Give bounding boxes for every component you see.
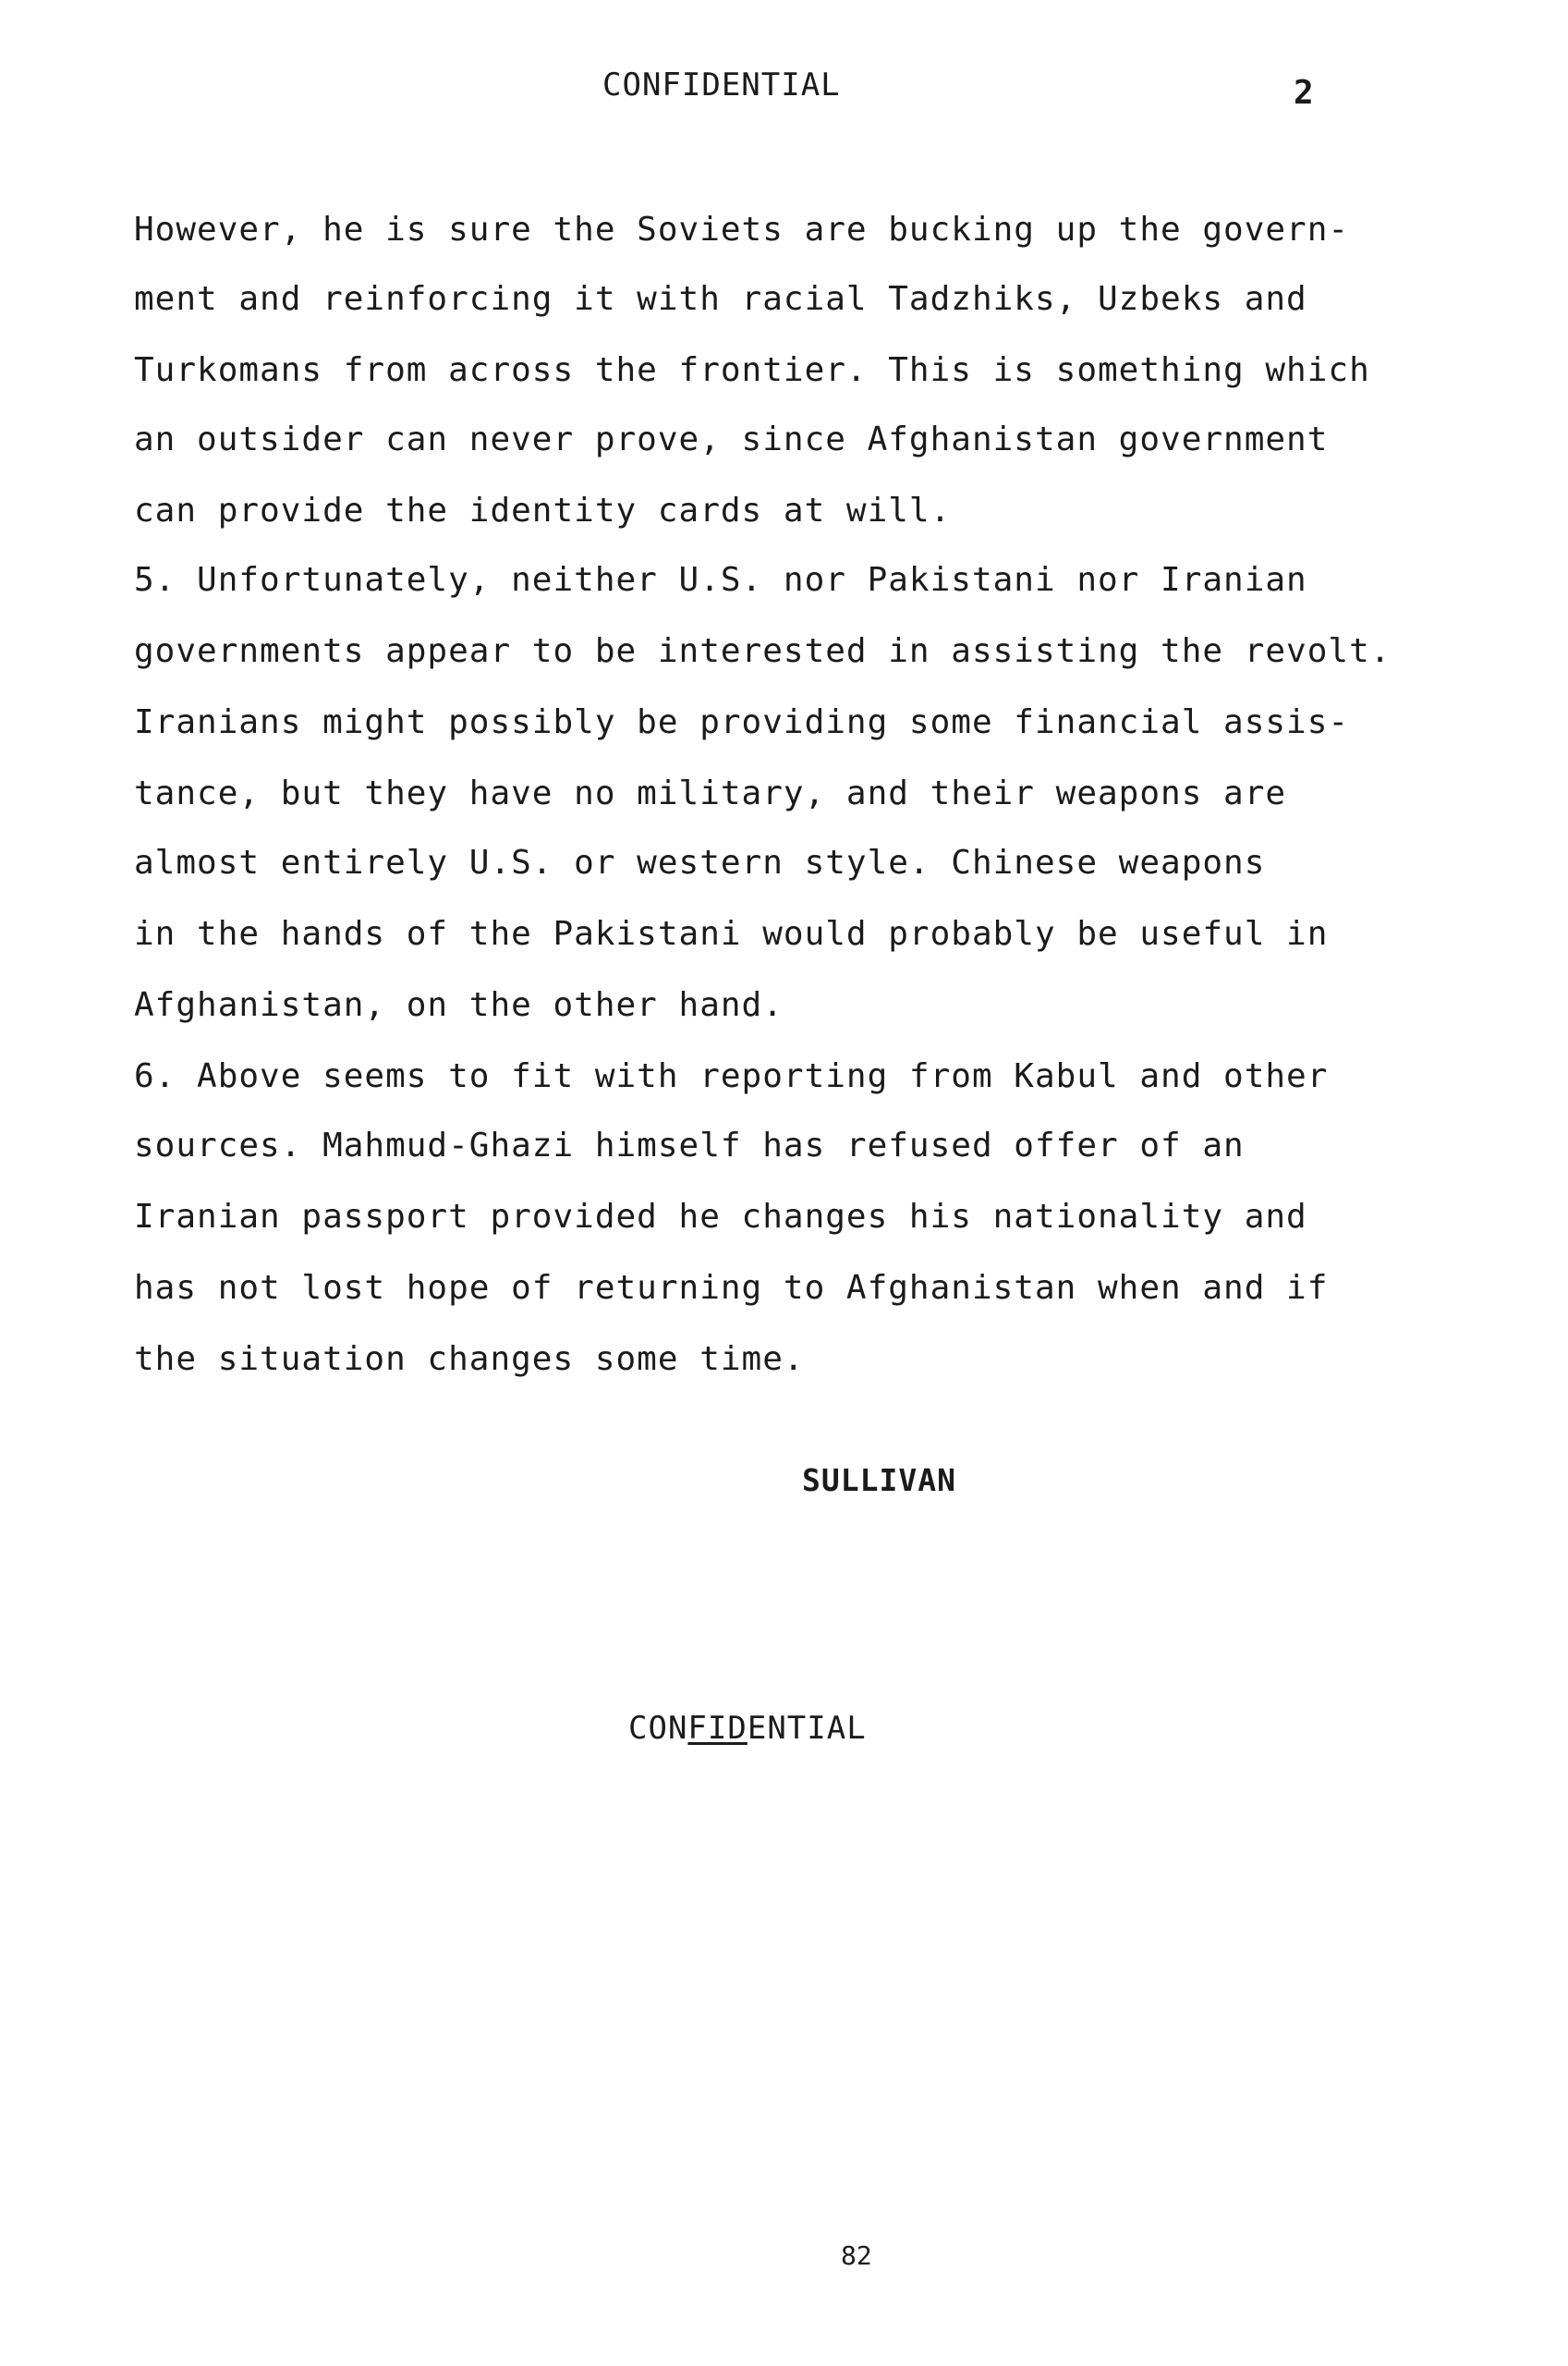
signature: SULLIVAN — [802, 1462, 956, 1498]
body-line: almost entirely U.S. or western style. Chinese weapons — [134, 844, 1266, 882]
body-line: tance, but they have no military, and their weapons are — [134, 774, 1287, 812]
body-line: 6. Above seems to fit with reporting from Kabul and other — [134, 1057, 1329, 1095]
header-classification: CONFIDENTIAL — [602, 67, 841, 104]
footer-classification — [628, 1710, 867, 1747]
body-line: in the hands of the Pakistani would probably be useful in — [134, 915, 1329, 953]
body-line: can provide the identity cards at will. — [134, 492, 952, 530]
footer-classification-part: ENTIAL — [747, 1710, 867, 1747]
body-line: Iranian passport provided he changes his nationality and — [134, 1198, 1307, 1236]
body-line: Turkomans from across the frontier. This is something which — [134, 351, 1370, 389]
body-line: Iranians might possibly be providing some financial assis- — [134, 703, 1350, 741]
body-line: has not lost hope of returning to Afghanistan when and if — [134, 1269, 1329, 1307]
body-line: 5. Unfortunately, neither U.S. nor Pakistani nor Iranian — [134, 561, 1307, 599]
body-line: ment and reinforcing it with racial Tadzhiks, Uzbeks and — [134, 280, 1307, 318]
footer-classification-part: CON — [628, 1710, 688, 1747]
body-line: the situation changes some time. — [134, 1340, 805, 1378]
body-line: sources. Mahmud-Ghazi himself has refused offer of an — [134, 1127, 1245, 1165]
body-line: an outsider can never prove, since Afghanistan government — [134, 421, 1329, 458]
page-number: 2 — [1294, 74, 1314, 112]
folio-number: 82 — [841, 2240, 872, 2271]
body-line: governments appear to be interested in assisting the revolt. — [134, 632, 1392, 670]
body-line: Afghanistan, on the other hand. — [134, 986, 784, 1024]
body-line: However, he is sure the Soviets are bucking up the govern- — [134, 211, 1350, 249]
footer-classification-underlined-part: FID — [687, 1710, 748, 1747]
